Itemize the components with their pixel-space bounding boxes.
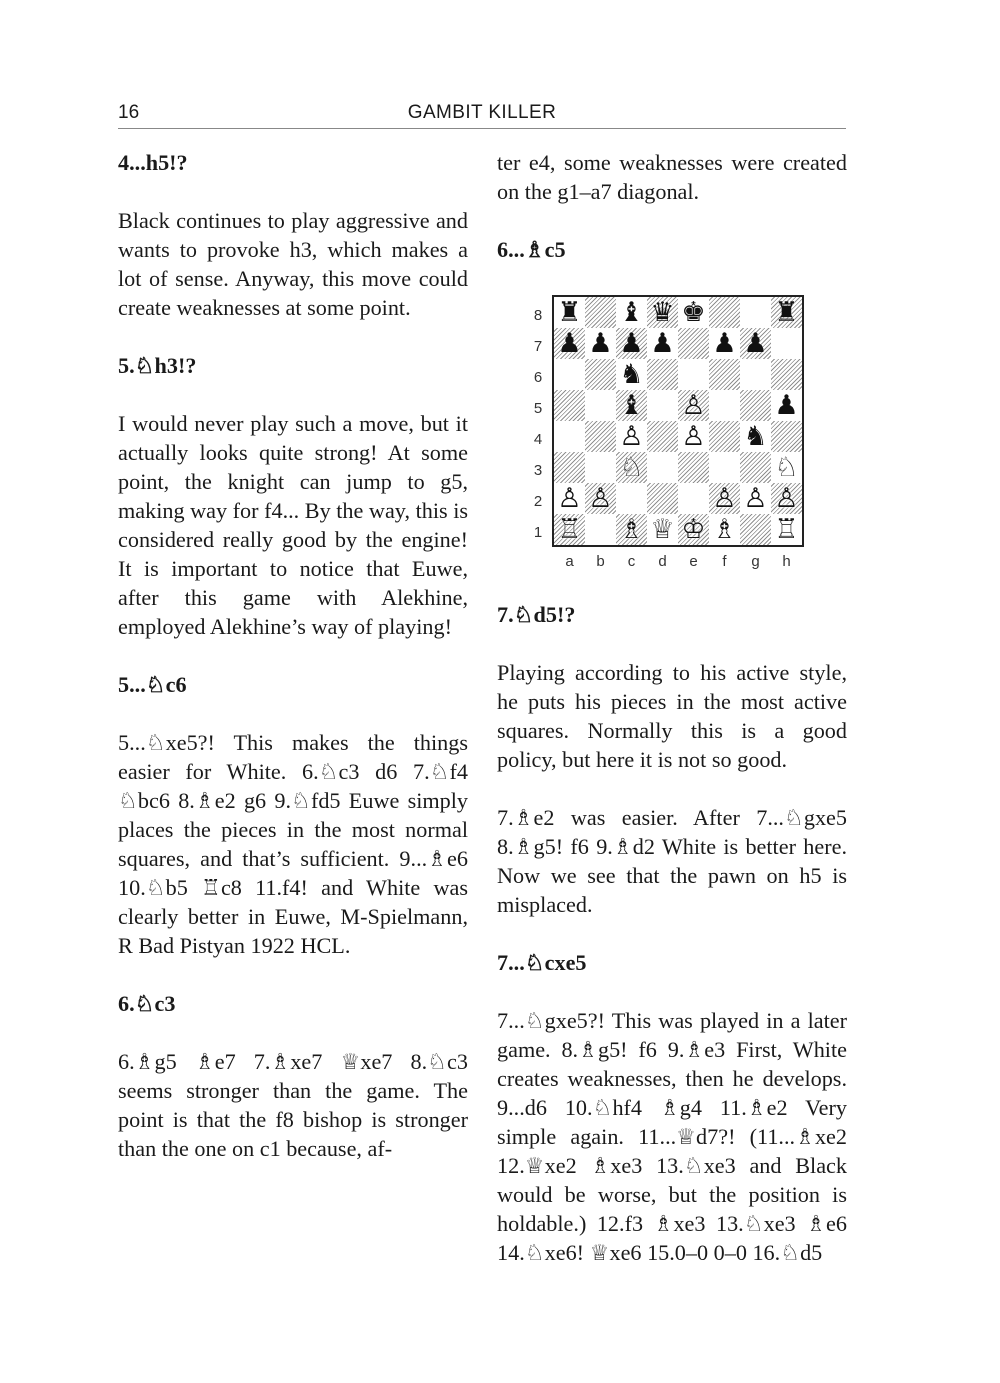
white-queen-icon: ♕: [650, 514, 675, 545]
white-pawn-icon: ♙: [743, 483, 768, 514]
white-rook-icon: ♖: [557, 514, 582, 545]
square-e3: [678, 452, 709, 483]
rank-label: 4: [533, 431, 543, 448]
rank-label: 2: [533, 493, 543, 510]
square-f6: [709, 359, 740, 390]
left-column: [118, 148, 468, 1192]
black-pawn-icon: ♟: [588, 328, 613, 359]
black-pawn-icon: ♟: [557, 328, 582, 359]
white-knight-icon: ♘: [774, 452, 799, 483]
white-bishop-icon: ♗: [712, 514, 737, 545]
square-c2: [616, 483, 647, 514]
square-a4: [554, 421, 585, 452]
black-pawn-icon: ♟: [650, 328, 675, 359]
black-pawn-icon: ♟: [774, 390, 799, 421]
move-heading: 6...♗c5: [497, 237, 566, 262]
black-knight-icon: ♞: [619, 359, 644, 390]
black-rook-icon: ♜: [774, 297, 799, 328]
page-header: [118, 100, 846, 129]
square-d5: [647, 390, 678, 421]
file-label: b: [596, 553, 605, 570]
black-pawn-icon: ♟: [619, 328, 644, 359]
square-a6: [554, 359, 585, 390]
move-heading: 4...h5!?: [118, 150, 188, 175]
square-a5: [554, 390, 585, 421]
square-b1: [585, 514, 616, 545]
paragraph: 7.♗e2 was easier. After 7...♘gxe5 8.♗g5! f6 9.♗d2 White is better here. Now we see that the pawn on h5 is misplaced.: [497, 805, 847, 917]
chess-board: [552, 295, 804, 547]
square-e6: [678, 359, 709, 390]
right-column: [497, 148, 847, 1296]
file-label: e: [689, 553, 698, 570]
white-bishop-icon: ♗: [619, 514, 644, 545]
paragraph: Playing according to his active style, he puts his pieces in the most active squares. Normally this is a good policy, but here it is not so good.: [497, 660, 847, 772]
square-b6: [585, 359, 616, 390]
black-bishop-icon: ♝: [619, 297, 644, 328]
paragraph: Black continues to play aggressive and wants to provoke h3, which makes a lot of sense. Anyway, this move could create weaknesses at some point.: [118, 208, 468, 320]
square-h4: [771, 421, 802, 452]
square-f4: [709, 421, 740, 452]
square-d4: [647, 421, 678, 452]
square-b8: [585, 297, 616, 328]
paragraph: 6.♗g5 ♗e7 7.♗xe7 ♕xe7 8.♘c3 seems stronger than the game. The point is that the f8 bishop is stronger than the one on c1 because, af-: [118, 1049, 468, 1161]
black-queen-icon: ♛: [650, 297, 675, 328]
square-d6: [647, 359, 678, 390]
square-h7: [771, 328, 802, 359]
move-heading: 5...♘c6: [118, 672, 187, 697]
square-g5: [740, 390, 771, 421]
black-pawn-icon: ♟: [743, 328, 768, 359]
square-g3: [740, 452, 771, 483]
paragraph: ter e4, some weaknesses were created on the g1–a7 diagonal.: [497, 150, 847, 204]
rank-label: 5: [533, 400, 543, 417]
rank-label: 1: [533, 524, 543, 541]
white-knight-icon: ♘: [619, 452, 644, 483]
move-heading: 7...♘cxe5: [497, 950, 587, 975]
square-h6: [771, 359, 802, 390]
chess-diagram: [497, 293, 847, 571]
white-pawn-icon: ♙: [619, 421, 644, 452]
white-king-icon: ♔: [681, 514, 706, 545]
square-b5: [585, 390, 616, 421]
square-d2: [647, 483, 678, 514]
white-rook-icon: ♖: [774, 514, 799, 545]
square-g1: [740, 514, 771, 545]
square-f5: [709, 390, 740, 421]
rank-label: 6: [533, 369, 543, 386]
rank-label: 3: [533, 462, 543, 479]
running-title: GAMBIT KILLER: [407, 102, 557, 123]
paragraph: I would never play such a move, but it actually looks quite strong! At some point, the knight can jump to g5, making way for f4... By the way, this is considered really good by the engine! It is important to notice that Euwe, after this game with Alekhine, employed Alekhine’s way of playing!: [118, 411, 468, 639]
square-g6: [740, 359, 771, 390]
square-a3: [554, 452, 585, 483]
square-d3: [647, 452, 678, 483]
white-pawn-icon: ♙: [712, 483, 737, 514]
square-b3: [585, 452, 616, 483]
square-e2: [678, 483, 709, 514]
file-label: a: [565, 553, 574, 570]
white-pawn-icon: ♙: [681, 390, 706, 421]
move-heading: 5.♘h3!?: [118, 353, 197, 378]
square-f8: [709, 297, 740, 328]
black-rook-icon: ♜: [557, 297, 582, 328]
black-knight-icon: ♞: [743, 421, 768, 452]
square-g8: [740, 297, 771, 328]
black-pawn-icon: ♟: [712, 328, 737, 359]
square-e7: [678, 328, 709, 359]
file-label: h: [782, 553, 791, 570]
file-label: f: [722, 553, 727, 570]
black-bishop-icon: ♝: [619, 390, 644, 421]
page-number: 16: [118, 102, 140, 123]
file-label: c: [627, 553, 636, 570]
rank-label: 8: [533, 307, 543, 324]
paragraph: 7...♘gxe5?! This was played in a later game. 8.♗g5! f6 9.♗e3 First, White creates weaknesses, then he develops. 9...d6 10.♘hf4 ♗g4 11.♗e2 Very simple again. 11...♕d7?! (11...♗xe2 12.♕xe2 ♗xe3 13.♘xe3 and Black would be worse, but the position is holdable.) 12.f3 ♗xe3 13.♘xe3 ♗e6 14.♘xe6! ♕xe6 15.0–0 0–0 16.♘d5: [497, 1008, 847, 1265]
square-f3: [709, 452, 740, 483]
white-pawn-icon: ♙: [681, 421, 706, 452]
white-pawn-icon: ♙: [588, 483, 613, 514]
paragraph: 5...♘xe5?! This makes the things easier for White. 6.♘c3 d6 7.♘f4 ♘bc6 8.♗e2 g6 9.♘fd5 Euwe simply places the pieces in the most normal squares, and that’s sufficient. 9...♗e6 10.♘b5 ♖c8 11.f4! and White was clearly better in Euwe, M-Spielmann, R Bad Pistyan 1922 HCL.: [118, 730, 468, 958]
white-pawn-icon: ♙: [557, 483, 582, 514]
square-b4: [585, 421, 616, 452]
black-king-icon: ♚: [681, 297, 706, 328]
file-label: d: [658, 553, 667, 570]
move-heading: 6.♘c3: [118, 991, 176, 1016]
rank-label: 7: [533, 338, 543, 355]
white-pawn-icon: ♙: [774, 483, 799, 514]
move-heading: 7.♘d5!?: [497, 602, 576, 627]
file-label: g: [751, 553, 760, 570]
